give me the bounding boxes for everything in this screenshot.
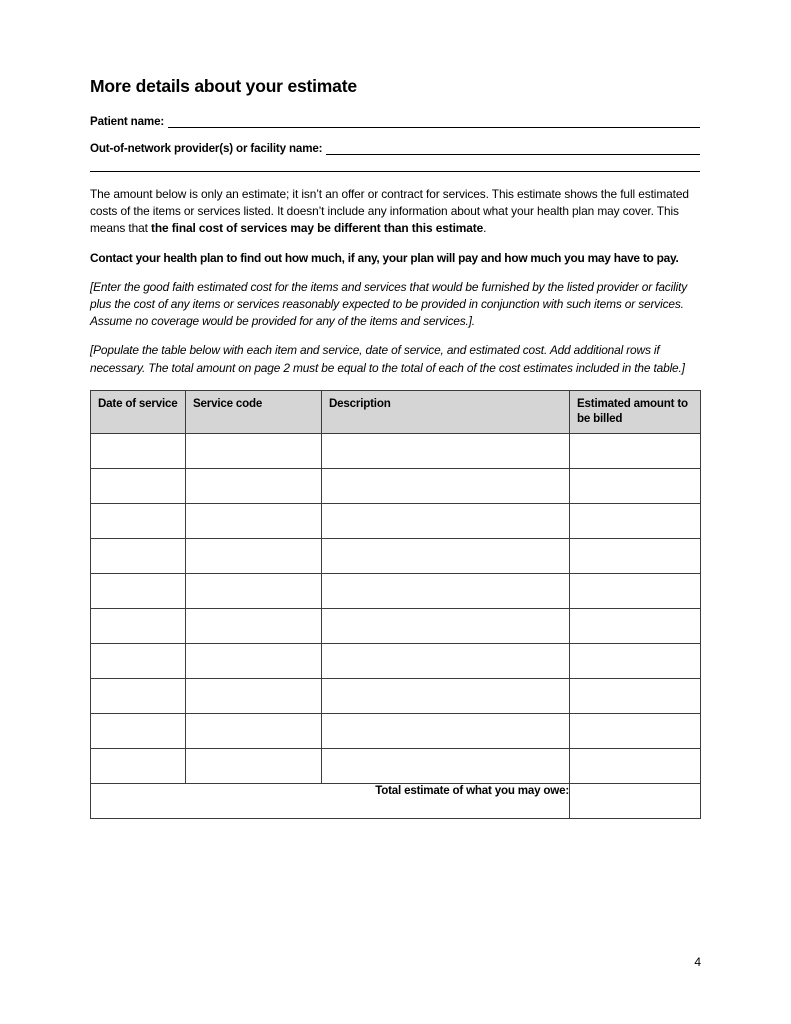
- cell-date-of-service[interactable]: [91, 503, 186, 538]
- cell-service-code[interactable]: [186, 643, 322, 678]
- cell-date-of-service[interactable]: [91, 433, 186, 468]
- cell-service-code[interactable]: [186, 503, 322, 538]
- cell-service-code[interactable]: [186, 748, 322, 783]
- table-row: [91, 433, 701, 468]
- table-row: [91, 678, 701, 713]
- cell-date-of-service[interactable]: [91, 713, 186, 748]
- table-row: [91, 503, 701, 538]
- cell-date-of-service[interactable]: [91, 608, 186, 643]
- table-row: [91, 713, 701, 748]
- cell-estimated-amount[interactable]: [570, 433, 701, 468]
- cell-estimated-amount[interactable]: [570, 643, 701, 678]
- column-header-estimated-amount: Estimated amount to be billed: [570, 390, 701, 433]
- cell-estimated-amount[interactable]: [570, 678, 701, 713]
- instruction-populate-table-paragraph: [Populate the table below with each item and service, date of service, and estimated cost. Add additional rows if necessary. The total amount on page 2 must be equal to the total of each of the cost estimates included in the table.]: [90, 343, 685, 375]
- cell-date-of-service[interactable]: [91, 643, 186, 678]
- table-row: [91, 608, 701, 643]
- provider-name-input-rule[interactable]: [326, 143, 700, 155]
- cell-service-code[interactable]: [186, 713, 322, 748]
- cell-description[interactable]: [322, 573, 570, 608]
- provider-name-field-row: [90, 142, 700, 155]
- table-row: [91, 748, 701, 783]
- cell-service-code[interactable]: [186, 678, 322, 713]
- table-row: [91, 468, 701, 503]
- column-header-description: Description: [322, 390, 570, 433]
- cell-description[interactable]: [322, 678, 570, 713]
- cell-description[interactable]: [322, 433, 570, 468]
- provider-name-continuation-rule[interactable]: [90, 171, 700, 172]
- total-estimate-value[interactable]: [570, 783, 701, 818]
- cell-date-of-service[interactable]: [91, 678, 186, 713]
- cell-service-code[interactable]: [186, 468, 322, 503]
- cell-description[interactable]: [322, 503, 570, 538]
- table-header-row: [91, 390, 701, 433]
- cell-estimated-amount[interactable]: [570, 608, 701, 643]
- estimate-table: [90, 390, 701, 819]
- cell-date-of-service[interactable]: [91, 538, 186, 573]
- estimate-notice-paragraph: [90, 186, 700, 237]
- provider-name-label: Out-of-network provider(s) or facility name:: [90, 142, 323, 156]
- cell-service-code[interactable]: [186, 573, 322, 608]
- total-estimate-label: Total estimate of what you may owe:: [91, 783, 570, 818]
- table-row: [91, 538, 701, 573]
- cell-description[interactable]: [322, 538, 570, 573]
- patient-name-label: Patient name:: [90, 115, 165, 129]
- cell-estimated-amount[interactable]: [570, 748, 701, 783]
- cell-estimated-amount[interactable]: [570, 503, 701, 538]
- patient-name-field-row: [90, 115, 700, 128]
- page-content: [90, 76, 700, 819]
- estimate-notice-text-tail: .: [483, 221, 487, 236]
- cell-estimated-amount[interactable]: [570, 573, 701, 608]
- table-row: [91, 573, 701, 608]
- instruction-good-faith-paragraph: [Enter the good faith estimated cost for the items and services that would be furnished by the listed provider or facility plus the cost of any items or services reasonably expected to be provided in conjunction with such items or services. Assume no coverage would be provided for any of the items and services.].: [90, 279, 688, 329]
- estimate-notice-emphasis: the final cost of services may be different than this estimate: [151, 221, 484, 236]
- cell-date-of-service[interactable]: [91, 748, 186, 783]
- patient-name-input-rule[interactable]: [168, 116, 700, 128]
- cell-description[interactable]: [322, 748, 570, 783]
- cell-description[interactable]: [322, 468, 570, 503]
- contact-plan-paragraph: Contact your health plan to find out how much, if any, your plan will pay and how much you may have to pay.: [90, 250, 679, 265]
- page-title: More details about your estimate: [90, 76, 357, 96]
- cell-description[interactable]: [322, 643, 570, 678]
- table-row: [91, 643, 701, 678]
- table-header: [91, 390, 701, 433]
- cell-service-code[interactable]: [186, 608, 322, 643]
- cell-estimated-amount[interactable]: [570, 713, 701, 748]
- column-header-date-of-service: Date of service: [91, 390, 186, 433]
- estimate-notice-text-lead: The amount below is only an estimate; it isn’t an offer or contract for services. This estimate shows the full estimated costs of the items or services listed. It doesn’t include any information about what your health plan may cover. This means that: [90, 187, 689, 236]
- cell-service-code[interactable]: [186, 538, 322, 573]
- cell-description[interactable]: [322, 608, 570, 643]
- cell-service-code[interactable]: [186, 433, 322, 468]
- cell-estimated-amount[interactable]: [570, 538, 701, 573]
- table-body: [91, 433, 701, 818]
- cell-date-of-service[interactable]: [91, 468, 186, 503]
- cell-date-of-service[interactable]: [91, 573, 186, 608]
- table-total-row: [91, 783, 701, 818]
- cell-estimated-amount[interactable]: [570, 468, 701, 503]
- cell-description[interactable]: [322, 713, 570, 748]
- column-header-service-code: Service code: [186, 390, 322, 433]
- page-number: 4: [694, 955, 701, 969]
